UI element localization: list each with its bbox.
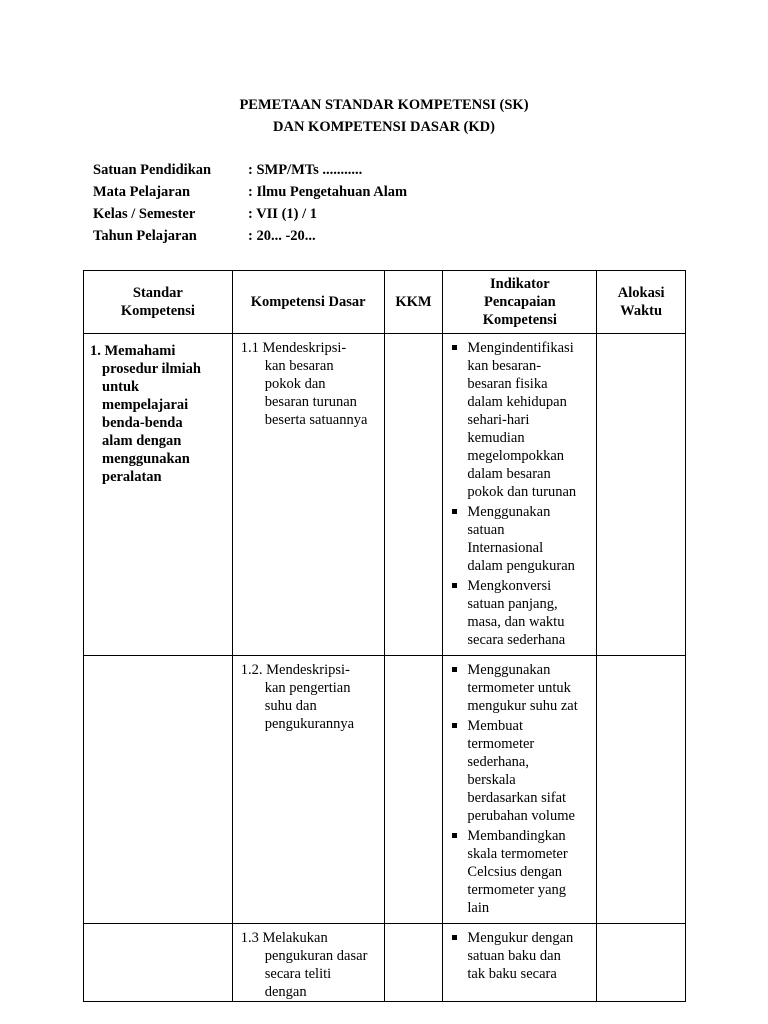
indikator-text: Membandingkan skala termometer Celcsius dengan termometer yang lain <box>467 828 568 916</box>
bullet-icon <box>452 723 457 728</box>
header-indikator: Indikator Pencapaian Kompetensi <box>443 271 597 334</box>
document-title-line1: PEMETAAN STANDAR KOMPETENSI (SK) <box>239 97 529 113</box>
kkm-cell <box>384 924 443 1002</box>
alokasi-cell <box>597 656 686 924</box>
alokasi-cell <box>597 334 686 656</box>
kkm-cell <box>384 334 443 656</box>
header-standar-kompetensi: Standar Kompetensi <box>84 271 233 334</box>
meta-label: Satuan Pendidikan <box>93 162 212 178</box>
meta-label: Tahun Pelajaran <box>93 228 197 244</box>
indikator-text: Membuat termometer sederhana, berskala berdasarkan sifat perubahan volume <box>467 718 575 824</box>
list-item <box>451 661 596 715</box>
bullet-icon <box>452 667 457 672</box>
document-title-line2: DAN KOMPETENSI DASAR (KD) <box>273 119 495 135</box>
list-item <box>451 827 596 917</box>
indikator-cell <box>443 924 597 1002</box>
meta-value: : Ilmu Pengetahuan Alam <box>248 184 408 200</box>
indikator-text: Mengkonversi satuan panjang, masa, dan waktu secara sederhana <box>467 578 566 648</box>
sk-cell <box>84 334 233 656</box>
sk-cell <box>84 924 233 1002</box>
bullet-icon <box>452 833 457 838</box>
table-row <box>84 656 686 924</box>
kd-cell <box>232 334 384 656</box>
bullet-icon <box>452 345 457 350</box>
meta-value: : VII (1) / 1 <box>248 206 318 222</box>
meta-row <box>93 159 407 181</box>
list-item <box>451 577 596 649</box>
indikator-text: Menggunakan satuan Internasional dalam pengukuran <box>467 504 575 574</box>
list-item <box>451 929 596 983</box>
indikator-text: Menggunakan termometer untuk mengukur suhu zat <box>467 662 578 714</box>
sk-text: 1. Memahami prosedur ilmiah untuk mempelajarai benda-benda alam dengan menggunakan peralatan <box>90 343 201 485</box>
meta-label: Kelas / Semester <box>93 206 196 222</box>
table-header-row <box>84 271 686 334</box>
list-item <box>451 339 596 501</box>
alokasi-cell <box>597 924 686 1002</box>
meta-label: Mata Pelajaran <box>93 184 191 200</box>
meta-row <box>93 225 407 247</box>
list-item <box>451 503 596 575</box>
kd-cell <box>232 924 384 1002</box>
bullet-icon <box>452 935 457 940</box>
sk-cell <box>84 656 233 924</box>
header-kompetensi-dasar: Kompetensi Dasar <box>232 271 384 334</box>
bullet-icon <box>452 509 457 514</box>
header-alokasi-waktu: Alokasi Waktu <box>597 271 686 334</box>
kkm-cell <box>384 656 443 924</box>
kd-text: 1.3 Melakukan pengukuran dasar secara teliti dengan <box>240 930 368 1000</box>
kd-cell <box>232 656 384 924</box>
kd-text: 1.2. Mendeskripsi- kan pengertian suhu dan pengukurannya <box>240 662 355 732</box>
indikator-text: Mengukur dengan satuan baku dan tak baku secara <box>467 930 574 982</box>
list-item <box>451 717 596 825</box>
indikator-cell <box>443 656 597 924</box>
meta-value: : 20... -20... <box>248 228 316 244</box>
meta-value: : SMP/MTs ........... <box>248 162 363 178</box>
document-meta <box>93 159 407 247</box>
header-kkm: KKM <box>384 271 443 334</box>
indikator-cell <box>443 334 597 656</box>
table-row <box>84 924 686 1002</box>
table-row <box>84 334 686 656</box>
meta-row <box>93 181 407 203</box>
meta-row <box>93 203 407 225</box>
sk-kd-table <box>83 270 686 1002</box>
bullet-icon <box>452 583 457 588</box>
indikator-text: Mengindentifikasi kan besaran- besaran fisika dalam kehidupan sehari-hari kemudian megelompokkan dalam besaran pokok dan turunan <box>467 340 577 500</box>
kd-text: 1.1 Mendeskripsi- kan besaran pokok dan besaran turunan beserta satuannya <box>240 340 368 428</box>
